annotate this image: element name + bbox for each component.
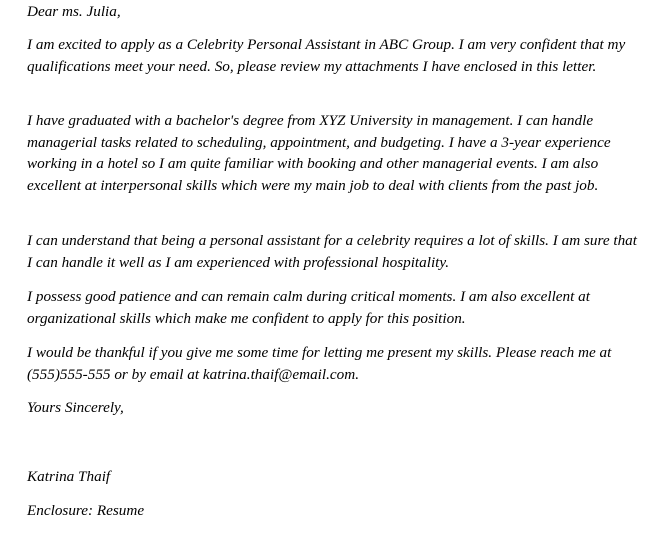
salutation: Dear ms. Julia,: [27, 3, 121, 20]
signature-name: Katrina Thaif: [27, 468, 111, 485]
body-paragraph-3: I can understand that being a personal assistant for a celebrity requires a lot of skills. I am sure that I can handle it well as I am experienced with professional hospitality.: [27, 232, 637, 271]
body-paragraph-5: I would be thankful if you give me some time for letting me present my skills. Please reach me at (555)555-555 or by email at katrina.thaif@email.com.: [27, 344, 612, 383]
closing: Yours Sincerely,: [27, 399, 124, 416]
body-paragraph-4: I possess good patience and can remain calm during critical moments. I am also excellent at organizational skills which make me confident to apply for this position.: [27, 288, 590, 327]
body-paragraph-1: I am excited to apply as a Celebrity Personal Assistant in ABC Group. I am very confident that my qualifications meet your need. So, please review my attachments I have enclosed in this letter.: [27, 36, 626, 75]
body-paragraph-2: I have graduated with a bachelor's degree from XYZ University in management. I can handle managerial tasks related to scheduling, appointment, and budgeting. I have a 3-year experience working in a hotel so I am quite familiar with booking and other managerial events. I am also excellent at interpersonal skills which were my main job to deal with clients from the past job.: [27, 112, 611, 194]
enclosure-note: Enclosure: Resume: [27, 502, 145, 519]
